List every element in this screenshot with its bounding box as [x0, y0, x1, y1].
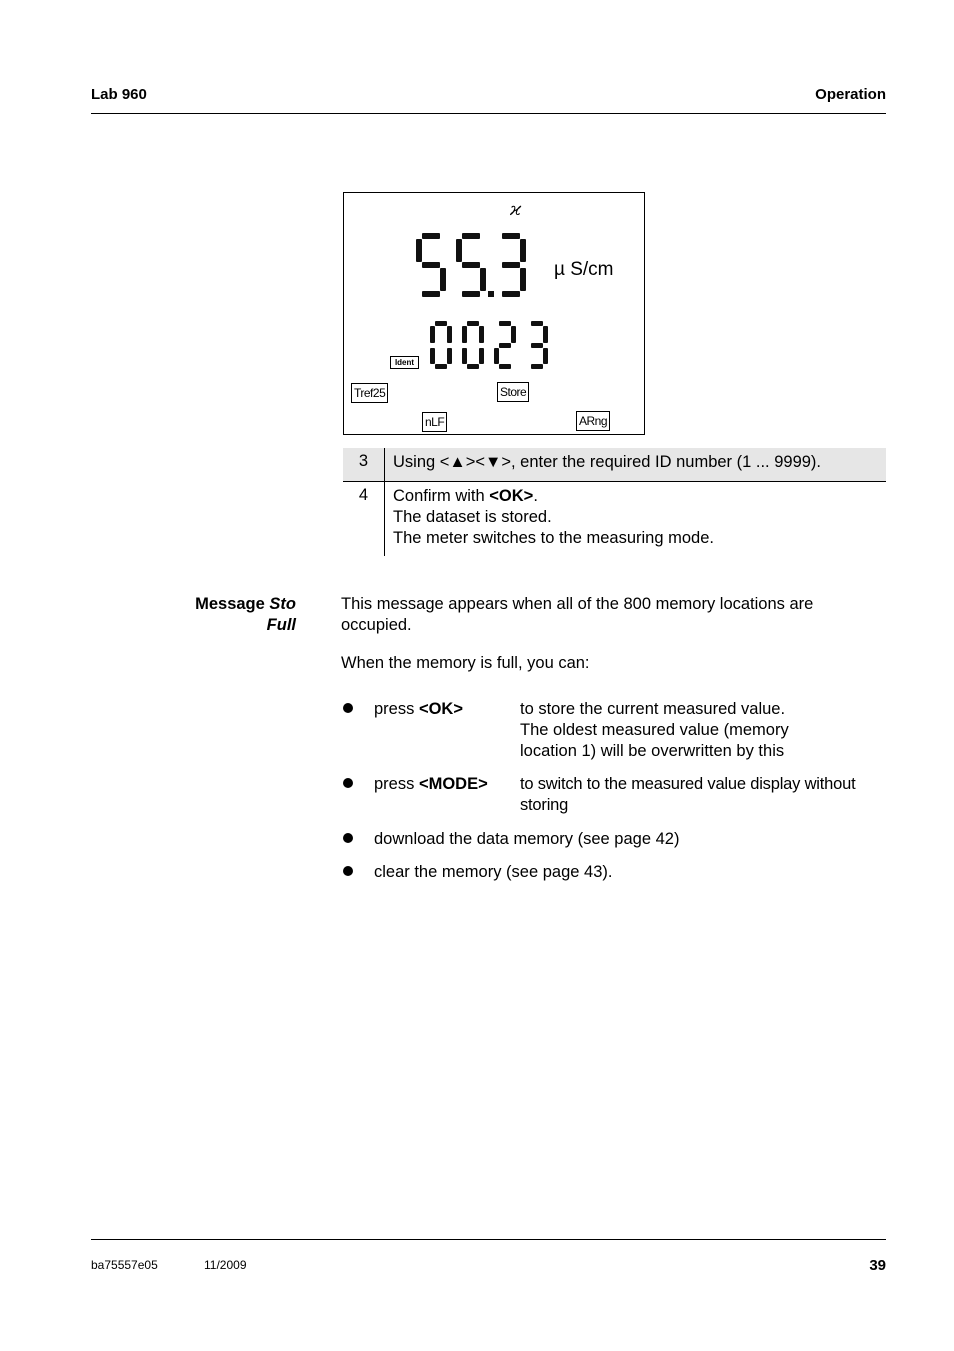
segment — [467, 321, 479, 326]
segment — [462, 233, 480, 239]
segment — [422, 233, 440, 239]
bullet-action: press <MODE> — [374, 775, 488, 793]
ident-indicator: Ident — [390, 356, 419, 369]
footer-date: 11/2009 — [204, 1258, 247, 1272]
segment — [479, 348, 484, 365]
segment — [435, 364, 447, 369]
segment — [447, 348, 452, 365]
bullet-dot-icon — [343, 833, 353, 843]
segment — [502, 233, 520, 239]
segment — [456, 239, 462, 262]
bullet-action: press <OK> — [374, 700, 463, 718]
bullet-dot-icon — [343, 703, 353, 713]
segment — [531, 364, 543, 369]
bullet-text: clear the memory (see page 43). — [374, 863, 613, 881]
segment — [520, 268, 526, 291]
segment — [499, 321, 511, 326]
running-header-left: Lab 960 — [91, 86, 147, 103]
segment — [430, 348, 435, 365]
segment — [435, 321, 447, 326]
segment — [494, 348, 499, 365]
step-number: 3 — [358, 452, 369, 470]
step-column-rule — [384, 448, 385, 556]
bullet-description: to switch to the measured value display without storing — [520, 775, 856, 814]
page-number: 39 — [869, 1257, 886, 1274]
bullet-text: download the data memory (see page 42) — [374, 830, 680, 848]
segment — [462, 262, 480, 268]
nlf-indicator: nLF — [422, 412, 447, 432]
paragraph: When the memory is full, you can: — [341, 654, 590, 672]
bullet-dot-icon — [343, 778, 353, 788]
segment — [422, 291, 440, 297]
segment — [422, 262, 440, 268]
segment — [499, 343, 511, 348]
segment — [520, 239, 526, 262]
footer-rule — [91, 1239, 886, 1240]
section-margin-label: Message Sto Full — [195, 595, 296, 634]
bullet-description: to store the current measured value. The oldest measured value (memory location 1) will be overwritten by this — [520, 700, 789, 760]
paragraph: This message appears when all of the 800 memory locations are occupied. — [341, 595, 814, 634]
segment — [531, 343, 543, 348]
segment — [462, 326, 467, 343]
footer-doc-id: ba75557e05 — [91, 1258, 158, 1272]
segment — [462, 291, 480, 297]
tref25-indicator: Tref25 — [351, 383, 388, 403]
segment — [502, 291, 520, 297]
arrow-down-icon: ▼ — [485, 453, 502, 471]
conductivity-kappa-icon: ϰ — [510, 199, 522, 220]
segment — [480, 268, 486, 291]
step-text: Using <▲><▼>, enter the required ID number (1 ... 9999). — [393, 453, 822, 471]
segment — [462, 348, 467, 365]
running-header-right: Operation — [815, 86, 886, 103]
step-number: 4 — [358, 486, 369, 504]
step-text: Confirm with <OK>. The dataset is stored. The meter switches to the measuring mode. — [393, 487, 714, 547]
segment — [440, 268, 446, 291]
decimal-point — [488, 291, 494, 297]
segment — [479, 326, 484, 343]
segment — [531, 321, 543, 326]
bullet-dot-icon — [343, 866, 353, 876]
segment — [467, 364, 479, 369]
step-table — [343, 448, 886, 558]
segment — [502, 262, 520, 268]
step-row-divider — [343, 481, 886, 482]
segment — [447, 326, 452, 343]
segment — [499, 364, 511, 369]
header-rule — [91, 113, 886, 114]
segment — [543, 326, 548, 343]
arrow-up-icon: ▲ — [449, 453, 466, 471]
segment — [543, 348, 548, 365]
store-indicator: Store — [497, 382, 529, 402]
segment — [511, 326, 516, 343]
segment — [430, 326, 435, 343]
meter-display-figure — [343, 192, 645, 435]
arng-indicator: ARng — [576, 411, 610, 431]
segment — [416, 239, 422, 262]
unit-label: µ S/cm — [554, 259, 614, 280]
